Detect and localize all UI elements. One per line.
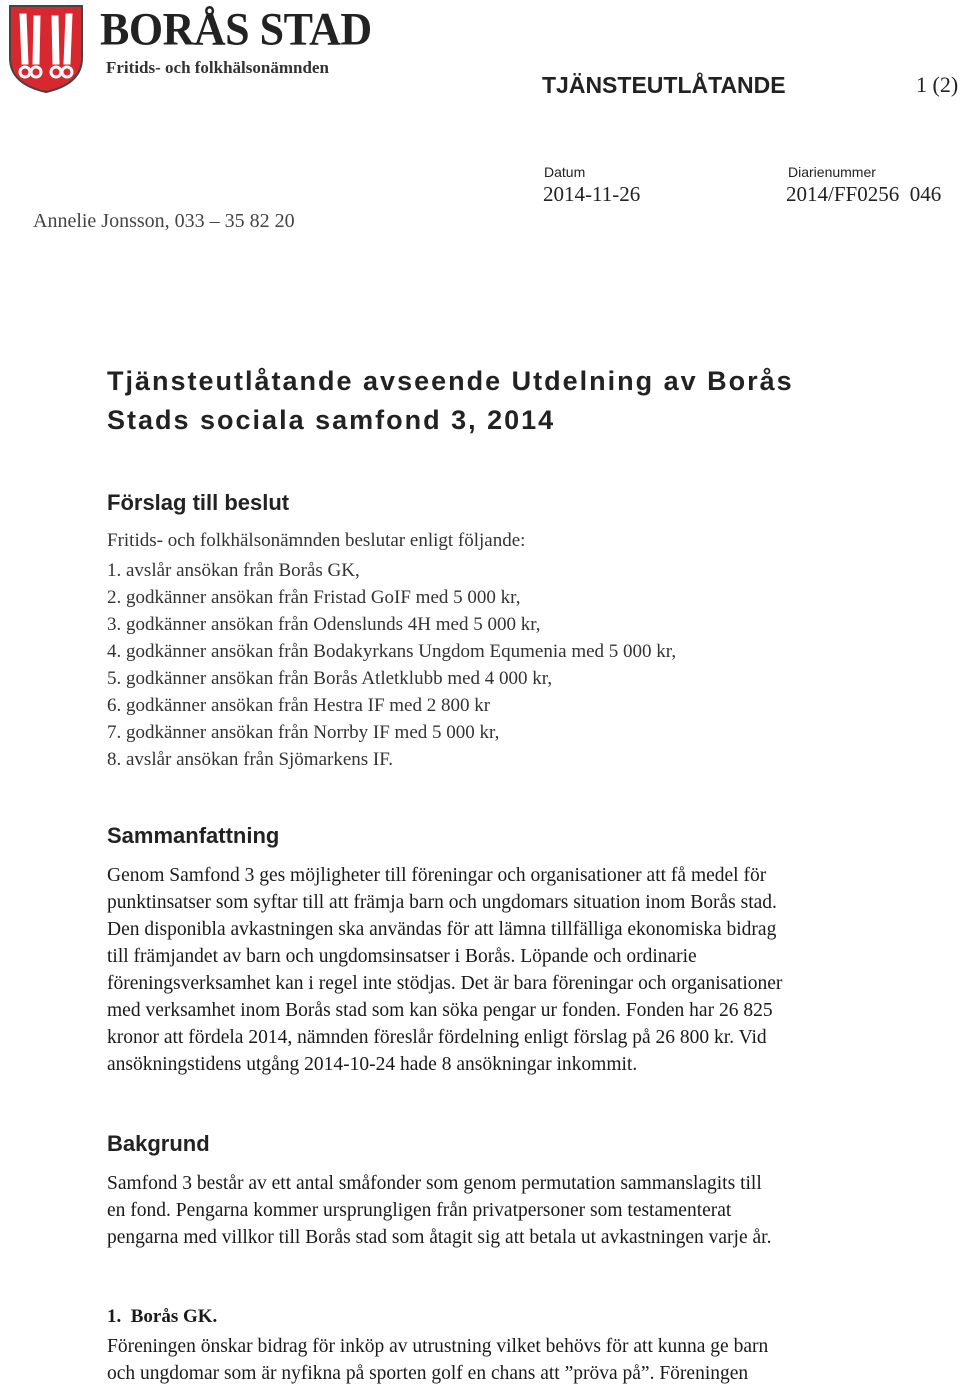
bakgrund-paragraph (107, 1170, 927, 1251)
case-1-paragraph (107, 1333, 927, 1387)
text-line: pengarna med villkor till Borås stad som åtagit sig att betala ut avkastningen varje år. (107, 1227, 772, 1248)
diarienummer-value: 2014/FF0256 046 (786, 182, 942, 206)
date-label: Datum (544, 164, 586, 180)
date-value: 2014-11-26 (543, 182, 641, 206)
diarienummer-label: Diarienummer (788, 164, 876, 180)
text-line: Genom Samfond 3 ges möjligheter till föreningar och organisationer att få medel för (107, 865, 767, 886)
decision-item: 1. avslår ansökan från Borås GK, (107, 560, 360, 581)
forslag-intro: Fritids- och folkhälsonämnden beslutar enligt följande: (107, 530, 526, 551)
heading-forslag: Förslag till beslut (107, 490, 290, 515)
org-subtitle: Fritids- och folkhälsonämnden (106, 58, 329, 77)
text-line: ansökningstidens utgång 2014-10-24 hade 8 ansökningar inkommit. (107, 1054, 638, 1075)
text-line: Samfond 3 består av ett antal småfonder som genom permutation sammanslagits till (107, 1173, 762, 1194)
document-title: Tjänsteutlåtande avseende Utdelning av Borås Stads sociala samfond 3, 2014 (107, 366, 794, 435)
document-type: TJÄNSTEUTLÅTANDE (542, 72, 786, 98)
page-number: 1 (2) (916, 72, 959, 97)
decision-item: 3. godkänner ansökan från Odenslunds 4H med 5 000 kr, (107, 614, 541, 635)
text-line: kronor att fördela 2014, nämnden föreslår fördelning enligt förslag på 26 800 kr. Vid (107, 1027, 767, 1048)
decision-item: 8. avslår ansökan från Sjömarkens IF. (107, 749, 394, 770)
decision-item: 5. godkänner ansökan från Borås Atletklubb med 4 000 kr, (107, 668, 553, 689)
author-contact: Annelie Jonsson, 033 – 35 82 20 (33, 210, 295, 232)
text-line: föreningsverksamhet kan i regel inte stödjas. Det är bara föreningar och organisationer (107, 973, 783, 994)
decision-item: 2. godkänner ansökan från Fristad GoIF med 5 000 kr, (107, 587, 521, 608)
text-line: Den disponibla avkastningen ska användas för att lämna tillfälliga ekonomiska bidrag (107, 919, 777, 940)
text-line: till främjandet av barn och ungdomsinsatser i Borås. Löpande och ordinarie (107, 946, 697, 967)
sammanfattning-paragraph (107, 862, 927, 1078)
text-line: och ungdomar som är nyfikna på sporten golf en chans att ”pröva på”. Föreningen (107, 1363, 749, 1384)
borås-stad-coat-of-arms-logo (6, 2, 86, 94)
text-line: Föreningen önskar bidrag för inköp av utrustning vilket behövs för att kunna ge barn (107, 1336, 769, 1357)
decision-item: 7. godkänner ansökan från Norrby IF med 5 000 kr, (107, 722, 500, 743)
org-name: BORÅS STAD (100, 3, 372, 56)
text-line: punktinsatser som syftar till att främja barn och ungdomars situation inom Borås stad. (107, 892, 777, 913)
case-1-title: 1. Borås GK. (107, 1306, 218, 1327)
heading-sammanfattning: Sammanfattning (107, 823, 280, 848)
text-line: en fond. Pengarna kommer ursprungligen från privatpersoner som testamenterat (107, 1200, 732, 1221)
decision-item: 4. godkänner ansökan från Bodakyrkans Ungdom Equmenia med 5 000 kr, (107, 641, 677, 662)
decision-item: 6. godkänner ansökan från Hestra IF med 2 800 kr (107, 695, 491, 716)
text-line: med verksamhet inom Borås stad som kan söka pengar ur fonden. Fonden har 26 825 (107, 1000, 773, 1021)
heading-bakgrund: Bakgrund (107, 1131, 210, 1156)
decision-list (107, 557, 676, 773)
